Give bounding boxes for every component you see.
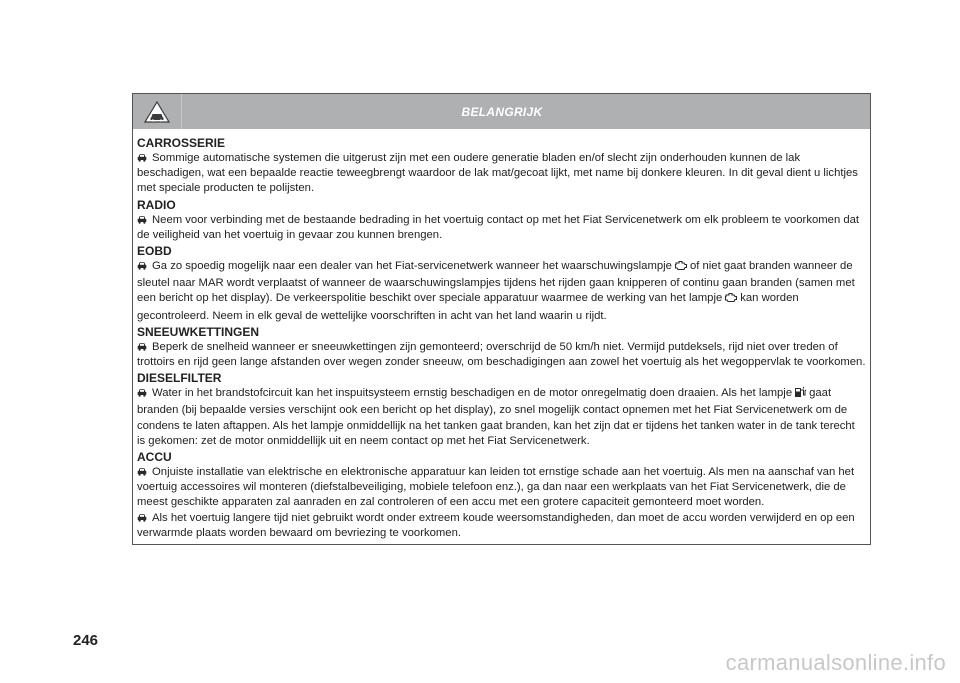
section-title-radio: RADIO <box>137 197 176 212</box>
section-title-carrosserie: CARROSSERIE <box>137 136 226 150</box>
paragraph: Sommige automatische systemen die uitgerust zijn met een oudere generatie bladen en/of slecht zijn onderhouden kunnen de lak beschadigen, wat een bepaalde reactie teweegbrengt waardoor de lak mat/gecoat lijkt, met name bij donkere kleuren. In dit geval dient u lichtjes met speciale producten te polijsten. <box>137 152 858 195</box>
car-bullet-icon <box>137 152 147 161</box>
engine-warning-icon <box>724 292 738 308</box>
watermark: carmanualsonline.info <box>725 650 946 675</box>
car-bullet-icon <box>137 341 147 350</box>
header-icon-cell <box>133 94 182 129</box>
car-bullet-icon <box>137 214 147 223</box>
section-title-accu: ACCU <box>137 450 172 465</box>
paragraph: Onjuiste installatie van elektrische en elektronische apparatuur kan leiden tot ernstige schade aan het voertuig. Als men na aanschaf van het voertuig accessoires wil monteren (diefstalbeveiliging, mobiele telefoon enz.), ga dan naar een werkplaats van het Fiat Servicenetwerk, die de meest geschikte apparaten zal aanraden en zal controleren of een accu met een grotere capaciteit gemonteerd moet worden. <box>137 466 855 509</box>
paragraph: Beperk de snelheid wanneer er sneeuwkettingen zijn gemonteerd; overschrijd de 50 km/h niet. Vermijd putdeksels, rijd niet over treden of trottoirs en rijd geen lange afstanden over wegen zonder sneeuw, om beschadigingen aan zowel het voertuig als het wegoppervlak te voorkomen. <box>137 340 866 369</box>
section-title-eobd: EOBD <box>137 244 172 259</box>
page-number: 246 <box>73 632 99 649</box>
paragraph: Ga zo spoedig mogelijk naar een dealer van het Fiat-servicenetwerk wanneer het waarschuwingslampje of niet gaat branden wanneer de sleutel naar MAR wordt verplaatst of wanneer de waarschuwingslampjes tijdens het rijden gaan knipperen of continu gaan branden (samen met een bericht op het display). De verkeerspolitie beschikt over speciale apparatuur waarmee de werking van het lampje kan worden gecontroleerd. Neem in elk geval de wettelijke voorschriften in acht van het land waarin u rijdt. <box>137 260 855 322</box>
car-bullet-icon <box>137 387 147 396</box>
important-notice-box <box>132 93 871 545</box>
paragraph: Water in het brandstofcircuit kan het inspuitsysteem ernstig beschadigen en de motor onregelmatig doen draaien. Als het lampje gaat branden (bij bepaalde versies verschijnt ook een bericht op het display), zo snel mogelijk contact opnemen met het Fiat Servicenetwerk om de condens te laten aftappen. Als het lampje onmiddellijk na het tanken gaat branden, kan het zijn dat er tijdens het tanken water in de tank terecht is gekomen: zet de motor onmiddellijk uit en neem contact op met het Fiat Servicenetwerk. <box>137 387 855 447</box>
car-warning-icon <box>142 100 172 124</box>
car-bullet-icon <box>137 260 147 269</box>
notice-title: BELANGRIJK <box>461 104 543 119</box>
water-in-fuel-icon <box>794 386 807 403</box>
section-title-dieselfilter: DIESELFILTER <box>137 371 222 386</box>
car-bullet-icon <box>137 466 147 475</box>
engine-warning-icon <box>674 260 688 276</box>
paragraph: Neem voor verbinding met de bestaande bedrading in het voertuig contact op met het Fiat Servicenetwerk om elk probleem te voorkomen dat de veiligheid van het voertuig in gevaar zou kunnen brengen. <box>137 213 860 241</box>
paragraph: Als het voertuig langere tijd niet gebruikt wordt onder extreem koude weersomstandigheden, dan moet de accu worden verwijderd en op een verwarmde plaats worden bewaard om bevriezing te voorkomen. <box>137 511 855 539</box>
notice-header <box>133 94 870 129</box>
section-title-sneeuwkettingen: SNEEUWKETTINGEN <box>137 324 260 339</box>
car-bullet-icon <box>137 512 147 521</box>
notice-content <box>137 135 866 541</box>
